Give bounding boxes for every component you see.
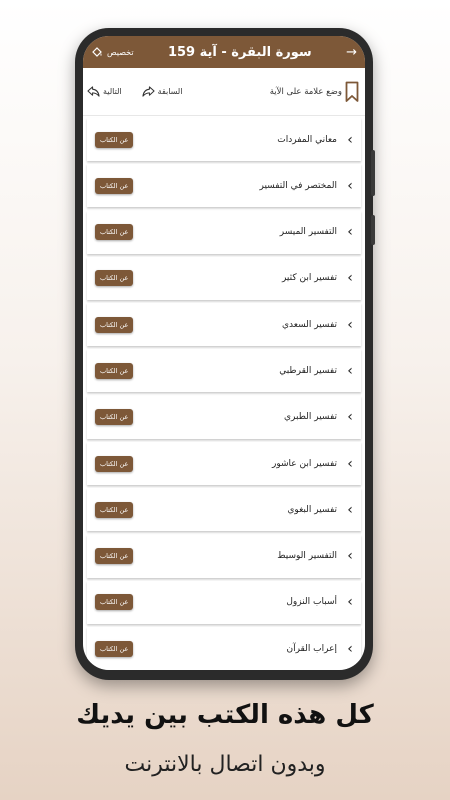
book-row[interactable]: [87, 627, 361, 670]
chevron-left-icon: ‹: [347, 548, 353, 565]
verse-toolbar: [83, 68, 365, 116]
book-row[interactable]: [87, 211, 361, 254]
book-title: تفسير السعدي: [281, 319, 337, 330]
about-book-button[interactable]: عن الكتاب: [95, 224, 133, 240]
book-row[interactable]: [87, 118, 361, 161]
about-book-button[interactable]: عن الكتاب: [95, 641, 133, 657]
book-row[interactable]: [87, 396, 361, 439]
chevron-left-icon: ‹: [347, 640, 353, 657]
back-arrow-icon[interactable]: →: [346, 44, 357, 60]
about-book-button[interactable]: عن الكتاب: [95, 317, 133, 333]
book-title: تفسير القرطبي: [279, 365, 337, 376]
chevron-left-icon: ‹: [347, 455, 353, 472]
about-book-button[interactable]: عن الكتاب: [95, 132, 133, 148]
page-title: سورة البقرة - آية 159: [167, 44, 312, 60]
book-row[interactable]: [87, 257, 361, 300]
chevron-left-icon: ‹: [347, 594, 353, 611]
app-screen: [83, 36, 365, 670]
chevron-left-icon: ‹: [347, 131, 353, 148]
customize-label: تخصيص: [107, 47, 134, 57]
customize-button[interactable]: [91, 46, 134, 58]
volume-button: [371, 150, 375, 196]
promo-headline: كل هذه الكتب بين يديك: [76, 700, 374, 730]
paint-bucket-icon: [91, 46, 103, 58]
previous-button[interactable]: [142, 85, 183, 98]
book-title: إعراب القرآن: [286, 643, 337, 654]
book-title: معاني المفردات: [277, 134, 337, 145]
previous-label: السابقة: [157, 87, 183, 96]
app-header: [83, 36, 365, 68]
about-book-button[interactable]: عن الكتاب: [95, 594, 133, 610]
book-title: التفسير الوسيط: [277, 551, 337, 562]
book-row[interactable]: [87, 349, 361, 392]
next-label: التالية: [103, 87, 122, 96]
chevron-left-icon: ‹: [347, 501, 353, 518]
book-title: التفسير الميسر: [279, 227, 337, 238]
book-title: تفسير البغوي: [287, 504, 337, 515]
chevron-left-icon: ‹: [347, 409, 353, 426]
about-book-button[interactable]: عن الكتاب: [95, 270, 133, 286]
book-title: تفسير ابن كثير: [281, 273, 337, 284]
chevron-left-icon: ‹: [347, 177, 353, 194]
bookmark-label: وضع علامة على الآية: [269, 86, 342, 97]
chevron-left-icon: ‹: [347, 224, 353, 241]
bookmark-button[interactable]: [270, 81, 359, 103]
book-row[interactable]: [87, 581, 361, 624]
next-button[interactable]: [87, 85, 122, 98]
about-book-button[interactable]: عن الكتاب: [95, 502, 133, 518]
power-button: [371, 215, 375, 245]
book-title: تفسير الطبري: [284, 412, 337, 423]
forward-icon: [142, 85, 155, 98]
about-book-button[interactable]: عن الكتاب: [95, 363, 133, 379]
books-list: [83, 116, 365, 670]
chevron-left-icon: ‹: [347, 270, 353, 287]
book-title: أسباب النزول: [286, 597, 337, 608]
about-book-button[interactable]: عن الكتاب: [95, 178, 133, 194]
about-book-button[interactable]: عن الكتاب: [95, 456, 133, 472]
verse-navigation: [87, 85, 182, 98]
about-book-button[interactable]: عن الكتاب: [95, 548, 133, 564]
book-row[interactable]: [87, 303, 361, 346]
about-book-button[interactable]: عن الكتاب: [95, 409, 133, 425]
book-row[interactable]: [87, 442, 361, 485]
promo-subheadline: وبدون اتصال بالانترنت: [124, 752, 326, 777]
chevron-left-icon: ‹: [347, 316, 353, 333]
bookmark-icon: [345, 81, 359, 103]
book-row[interactable]: [87, 164, 361, 207]
chevron-left-icon: ‹: [347, 362, 353, 379]
book-row[interactable]: [87, 535, 361, 578]
reply-icon: [87, 85, 100, 98]
book-title: المختصر في التفسير: [259, 180, 337, 191]
book-title: تفسير ابن عاشور: [272, 458, 337, 469]
book-row[interactable]: [87, 488, 361, 531]
